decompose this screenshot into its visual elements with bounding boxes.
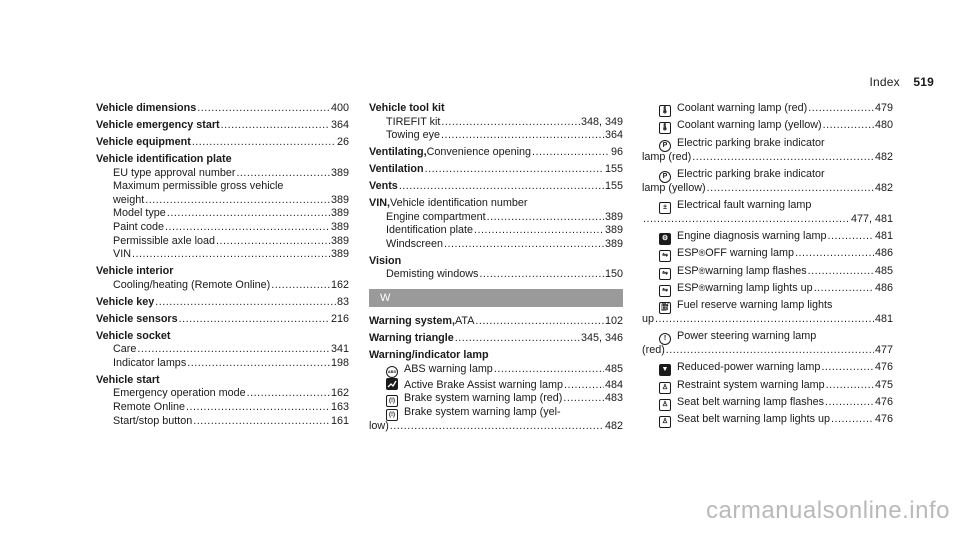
entry-title: Warning system, [369,315,455,328]
fuel-icon: ⛽︎ [659,302,671,314]
page-ref[interactable]: 389 [604,210,623,223]
sub-entry: Maximum permissible gross vehicle [113,180,284,193]
coolant-icon: 🌡︎ [659,105,671,117]
sub-entry: Electric parking brake indicator [677,136,825,149]
entry-title: Vehicle interior [96,265,174,278]
page-ref[interactable]: 389 [330,207,349,220]
sub-entry: weight [113,193,145,206]
entry-title: Vehicle emergency start [96,118,220,131]
entry-title: Ventilating, [369,146,427,159]
entry-restraint-system [642,379,893,393]
sub-entry: Power steering warning lamp [677,330,817,343]
sub-entry: Electrical fault warning lamp [677,198,812,211]
sub-entry: Remote Online [113,401,186,413]
entry-esp-off [642,247,893,261]
registered-mark: ® [698,265,706,276]
entry-vehicle-sensors [96,313,349,327]
sub-entry: Identification plate [386,224,474,237]
sub-entry: Indicator lamps [113,356,187,369]
entry-title: Vents [369,180,398,193]
page-ref[interactable]: 389 [330,248,349,261]
entry-epb-yellow [642,168,893,196]
page-ref[interactable]: 102 [604,315,623,328]
sub-entry: Engine diagnosis warning lamp [677,229,827,242]
page-ref[interactable]: 479 [874,102,893,114]
sub-entry: ABS warning lamp [404,362,493,375]
page-ref[interactable]: 389 [330,193,349,206]
sub-entry: Fuel reserve warning lamp lights [677,299,833,312]
entry-vehicle-tool-kit [369,102,623,143]
sub-entry-post: warning lamp flashes [705,264,807,277]
page-ref[interactable]: 486 [874,281,893,294]
page-ref[interactable]: 26 [336,135,349,148]
page-ref[interactable]: 483 [604,392,623,405]
entry-title: Vehicle dimensions [96,102,197,114]
sub-entry: Coolant warning lamp (red) [677,102,808,114]
sub-entry: Brake system warning lamp (red) [404,392,563,405]
entry-vehicle-emergency-start [96,119,349,133]
sub-entry: EU type approval number [113,166,236,179]
entry-engine-diagnosis [642,230,893,244]
page-ref[interactable]: 486 [874,247,893,260]
sub-entry-pre: ESP [677,281,699,294]
entry-vehicle-start [96,374,349,428]
sub-entry-continued: low) [369,420,389,433]
footer [0,493,960,533]
page-ref[interactable]: 481 [874,313,893,326]
page-ref[interactable]: 481 [874,229,893,242]
page-ref[interactable]: 150 [604,268,623,281]
airbag-icon: ♙ [659,382,671,394]
esp-off-icon: ⇋ [659,250,671,262]
page-ref[interactable]: 96 [610,146,623,159]
sub-entry-post: warning lamp lights up [705,281,813,294]
entry-title: Vehicle tool kit [369,102,445,114]
page-ref[interactable]: 389 [330,234,349,247]
entry-seat-belt-flashes [642,396,893,410]
entry-warning-indicator-lamp [369,349,623,434]
page-ref[interactable]: 161 [330,414,349,427]
page-ref[interactable]: 389 [604,224,623,237]
entry-esp-flashes [642,265,893,279]
entry-title: Vehicle identification plate [96,152,232,165]
index-column-1 [96,102,349,432]
entry-vehicle-interior [96,265,349,292]
entry-title: Vehicle sensors [96,312,178,325]
sub-entry-post: OFF warning lamp [705,247,795,260]
entry-vents [369,180,623,194]
entry-vehicle-key [96,296,349,310]
page-ref[interactable]: 83 [336,295,349,308]
entry-power-steering [642,330,893,358]
page-ref[interactable]: 345, 346 [580,332,623,345]
entry-epb-red [642,137,893,165]
sub-entry: Restraint system warning lamp [677,378,825,391]
page-ref[interactable]: 477 [874,344,893,357]
page-ref[interactable]: 476 [874,361,893,374]
entry-ventilation [369,163,623,177]
page-ref[interactable]: 476 [874,396,893,409]
page-header [869,75,934,89]
page-ref[interactable]: 364 [604,129,623,142]
steering-icon: ! [659,333,671,345]
registered-mark: ® [698,248,706,259]
abs-icon: ABS [386,366,398,378]
sub-entry: Engine compartment [386,210,486,223]
section-letter-bar: W [369,289,623,307]
page-ref[interactable]: 485 [874,264,893,277]
entry-ventilating [369,146,623,160]
entry-vehicle-dimensions [96,102,349,116]
entry-seat-belt-lights [642,413,893,427]
entry-coolant-yellow [642,119,893,133]
entry-vin [369,197,623,251]
entry-title: Vehicle equipment [96,135,191,148]
sub-entry-continued: lamp (red) [642,150,692,163]
sub-entry: Permissible axle load [113,234,216,247]
page-ref[interactable]: 162 [330,278,349,291]
sub-entry: Care [113,343,137,356]
entry-fuel-reserve [642,299,893,327]
section-name: Index [869,75,900,89]
watermark: carmanualsonline.info [706,497,950,524]
page-ref[interactable]: 389 [604,237,623,250]
page-ref[interactable]: 155 [604,180,623,193]
battery-icon: ± [659,202,671,214]
page-ref[interactable]: 348, 349 [580,115,623,128]
page-ref[interactable]: 482 [874,150,893,163]
sub-entry: Cooling/heating (Remote Online) [113,278,271,291]
page-ref[interactable]: 480 [874,119,893,132]
entry-vehicle-identification-plate [96,153,349,262]
sub-entry: Emergency operation mode [113,387,246,400]
entry-title: Vision [369,254,402,267]
entry-reduced-power [642,361,893,375]
page-number: 519 [913,75,934,89]
active-brake-assist-icon [386,378,398,390]
index-column-2 [369,102,623,437]
sub-entry-continued: (red) [642,344,665,357]
page-ref[interactable]: 198 [330,356,349,369]
entry-warning-system [369,315,623,329]
sub-entry: Towing eye [386,129,441,142]
entry-esp-lights [642,282,893,296]
esp-icon: ⇋ [659,285,671,297]
sub-entry: Model type [113,207,166,220]
sub-entry: Reduced-power warning lamp [677,361,821,374]
sub-entry: Brake system warning lamp (yel- [404,406,561,419]
entry-electrical-fault [642,199,893,227]
entry-title: Warning/indicator lamp [369,349,489,362]
page-ref[interactable]: 485 [604,362,623,375]
page-ref[interactable]: 155 [604,163,623,176]
entry-title: Ventilation [369,163,424,176]
engine-icon: ⚙ [659,233,671,245]
page-ref[interactable]: 216 [330,312,349,325]
reduced-power-icon: ▼ [659,364,671,376]
sub-entry: TIREFIT kit [386,115,441,128]
sub-entry-continued: lamp (yellow) [642,181,706,194]
sub-entry: Seat belt warning lamp lights up [677,413,831,426]
sub-entry: Coolant warning lamp (yellow) [677,119,822,132]
sub-entry: VIN [113,248,131,261]
entry-title: Vehicle socket [96,329,171,342]
esp-icon: ⇋ [659,268,671,280]
sub-entry: Windscreen [386,237,444,250]
coolant-icon: 🌡︎ [659,122,671,134]
page-ref[interactable]: 389 [330,166,349,179]
page-ref[interactable]: 341 [330,343,349,356]
sub-entry: Seat belt warning lamp flashes [677,396,825,409]
entry-subtitle: ATA [455,315,475,328]
page-ref[interactable]: 482 [874,181,893,194]
index-column-3 [642,102,893,431]
entry-subtitle: Convenience opening [426,146,532,159]
page-ref[interactable]: 476 [874,413,893,426]
registered-mark: ® [698,282,706,293]
entry-vehicle-socket [96,330,349,371]
page-ref[interactable]: 163 [330,401,349,413]
entry-vision [369,255,623,282]
page-ref[interactable]: 482 [604,420,623,433]
sub-entry: Active Brake Assist warning lamp [404,378,564,391]
page-ref[interactable]: 364 [330,118,349,131]
sub-entry: Paint code [113,220,165,233]
page-ref[interactable]: 389 [330,220,349,233]
parking-brake-icon: P [659,171,671,183]
page-ref[interactable]: 484 [604,378,623,391]
page-ref[interactable]: 162 [330,387,349,400]
sub-entry: Demisting windows [386,268,479,281]
sub-entry-pre: ESP [677,247,699,260]
entry-warning-triangle [369,332,623,346]
sub-entry: Electric parking brake indicator [677,167,825,180]
sub-entry: Start/stop button [113,414,193,427]
seat-belt-icon: ♙ [659,416,671,428]
brake-system-icon: (!) [386,395,398,407]
entry-coolant-red [642,102,893,116]
sub-entry-pre: ESP [677,264,699,277]
sub-entry-continued: up [642,313,655,326]
entry-subtitle: Vehicle identification number [390,197,528,210]
page-ref[interactable]: 475 [874,378,893,391]
page-ref[interactable]: 400 [330,102,349,114]
seat-belt-icon: ♙ [659,399,671,411]
entry-vehicle-equipment [96,136,349,150]
entry-title: Vehicle start [96,373,160,386]
entry-title: Vehicle key [96,295,155,308]
page-ref[interactable]: 477, 481 [850,212,893,225]
parking-brake-icon: P [659,140,671,152]
entry-title: Warning triangle [369,332,454,345]
entry-title: VIN, [369,197,390,210]
brake-system-icon: (!) [386,409,398,421]
